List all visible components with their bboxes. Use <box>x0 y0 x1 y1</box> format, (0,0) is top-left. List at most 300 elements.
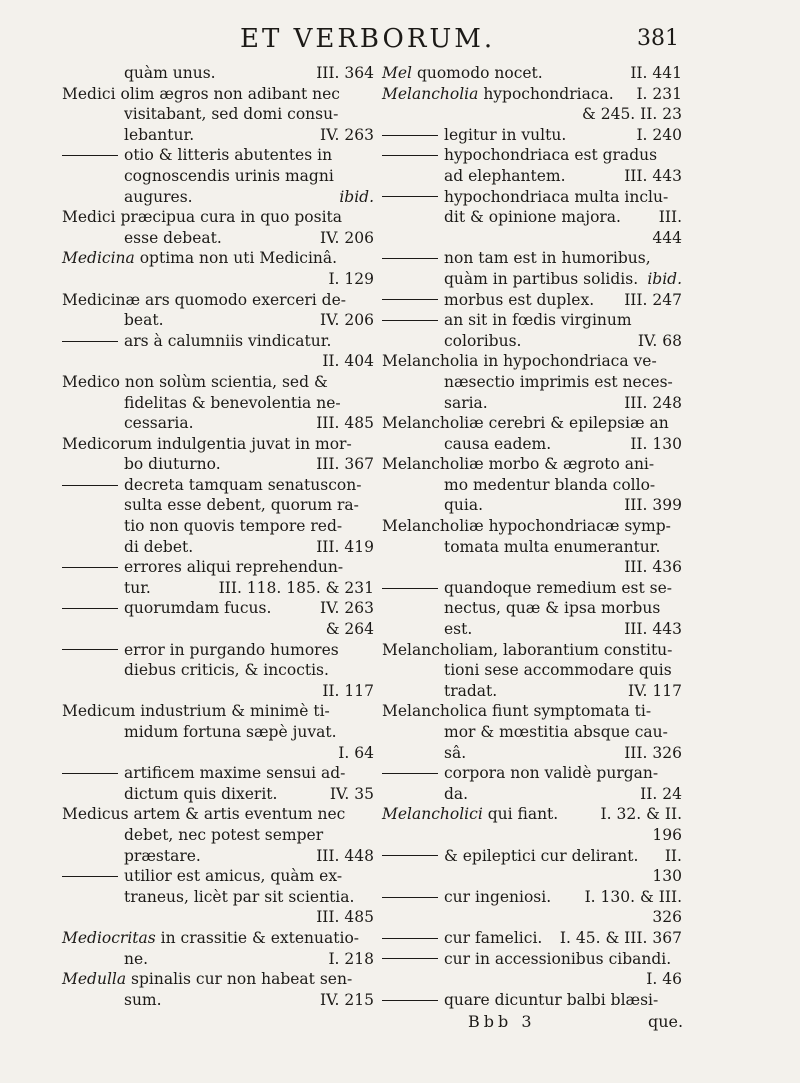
index-line <box>382 125 682 146</box>
volume-page-reference: I. 231 <box>636 84 682 103</box>
entry-text: I. 46 <box>646 970 682 989</box>
index-line <box>382 804 682 825</box>
entry-text: III. 436 <box>624 558 682 577</box>
entry-headword: Mel <box>382 64 413 82</box>
entry-text: Medicorum indulgentia juvat in mor- <box>62 434 352 453</box>
index-line <box>382 969 682 990</box>
index-line <box>62 516 374 537</box>
entry-text: Melancholica fiunt symptomata ti- <box>382 702 652 721</box>
entry-text: Melancholiæ hypochondriacæ symp- <box>382 517 671 536</box>
entry-text: tomata multa enumerantur. <box>444 537 661 556</box>
ditto-dash <box>382 196 438 197</box>
entry-text: & epileptici cur delirant. <box>444 846 639 865</box>
entry-text: Mel quomodo nocet. <box>382 64 543 82</box>
index-line <box>62 619 374 640</box>
entry-text: decreta tamquam senatuscon- <box>124 475 362 494</box>
entry-text: Medicinæ ars quomodo exerceri de- <box>62 290 347 309</box>
index-line <box>62 866 374 887</box>
index-line <box>62 743 374 764</box>
entry-text: Medicina optima non uti Medicinâ. <box>62 249 338 268</box>
entry-text: di debet. <box>124 537 194 556</box>
index-line <box>382 228 682 249</box>
entry-headword: Melancholiæ <box>382 414 484 433</box>
index-entry <box>382 351 682 413</box>
entry-text: tioni sese accommodare quis <box>444 661 672 680</box>
volume-page-reference: III. 118. 185. & 231 <box>218 578 374 597</box>
volume-page-reference: II. 24 <box>640 784 682 803</box>
index-line <box>62 701 374 722</box>
index-entry <box>62 598 374 639</box>
index-line <box>62 763 374 784</box>
index-line <box>62 248 374 269</box>
entry-text: sâ. <box>444 743 467 762</box>
entry-headword: Melancholica <box>382 702 488 721</box>
entry-text: Medicus artem & artis eventum nec <box>62 805 346 824</box>
index-line <box>62 578 374 599</box>
index-line <box>62 660 374 681</box>
volume-page-reference: III. 367 <box>316 455 374 474</box>
index-entry <box>382 125 682 146</box>
index-entry <box>62 763 374 804</box>
ditto-dash <box>382 320 438 321</box>
entry-text: I. 64 <box>338 743 374 762</box>
entry-headword: Melancholia <box>382 352 479 371</box>
entry-headword: Melancholiæ <box>382 455 484 474</box>
volume-page-reference: III. 247 <box>624 290 682 309</box>
ditto-dash <box>382 155 438 156</box>
index-line <box>382 722 682 743</box>
entry-text: ne. <box>124 949 149 968</box>
index-line <box>382 372 682 393</box>
index-line <box>62 887 374 908</box>
index-entry <box>382 84 682 125</box>
entry-headword: Melancholiæ <box>382 517 484 536</box>
index-line <box>382 516 682 537</box>
index-line <box>382 846 682 867</box>
index-entry <box>382 454 682 516</box>
entry-text: augures. <box>124 187 193 206</box>
entry-text: Melancholiæ morbo & ægroto ani- <box>382 455 655 474</box>
index-line <box>382 434 682 455</box>
volume-page-reference: III. 248 <box>624 393 682 412</box>
volume-page-reference: III. 448 <box>316 846 374 865</box>
index-line <box>62 63 374 84</box>
entry-headword: Medici <box>62 208 116 227</box>
ditto-dash <box>62 341 118 342</box>
index-line <box>62 351 374 372</box>
index-entry <box>382 640 682 702</box>
index-entry <box>62 63 374 84</box>
index-line <box>382 187 682 208</box>
ditto-dash <box>62 773 118 774</box>
index-line <box>62 166 374 187</box>
entry-text: debet, nec potest semper <box>124 825 324 844</box>
index-line <box>382 907 682 928</box>
entry-text: & 264 <box>325 620 374 639</box>
entry-text: nectus, quæ & ipsa morbus <box>444 599 661 618</box>
index-line <box>62 331 374 352</box>
index-entry <box>382 63 682 84</box>
ditto-dash <box>382 135 438 136</box>
entry-text: III. 485 <box>316 908 374 927</box>
index-line <box>62 969 374 990</box>
entry-text: tur. <box>124 578 151 597</box>
index-line <box>382 413 682 434</box>
ditto-dash <box>382 897 438 898</box>
volume-page-reference: IV. 35 <box>329 784 374 803</box>
catchword: que. <box>648 1012 684 1031</box>
volume-page-reference: III. 443 <box>624 166 682 185</box>
entry-headword: Melancholici <box>382 805 483 824</box>
entry-text: non tam est in humoribus, <box>444 249 651 268</box>
index-entry <box>382 846 682 887</box>
index-entry <box>382 290 682 311</box>
entry-text: traneus, licèt par sit scientia. <box>124 887 355 906</box>
entry-headword: Melancholia <box>382 84 479 103</box>
index-entry <box>382 187 682 249</box>
entry-text: Medulla spinalis cur non habeat sen- <box>62 970 353 989</box>
index-entry <box>62 640 374 702</box>
entry-text: visitabant, sed domi consu- <box>124 105 339 124</box>
entry-text: mo medentur blanda collo- <box>444 475 656 494</box>
entry-text: sum. <box>124 990 162 1009</box>
index-entry <box>382 763 682 804</box>
index-line <box>382 454 682 475</box>
index-line <box>62 310 374 331</box>
volume-page-reference: III. 485 <box>316 414 374 433</box>
index-entry <box>382 949 682 990</box>
ditto-dash <box>62 876 118 877</box>
index-line <box>62 104 374 125</box>
volume-page-reference: IV. 263 <box>319 125 374 144</box>
volume-page-reference: I. 218 <box>328 949 374 968</box>
entry-text: lebantur. <box>124 125 195 144</box>
index-entry <box>62 804 374 866</box>
entry-text: I. 129 <box>328 269 374 288</box>
index-entry <box>382 516 682 578</box>
ditto-dash <box>382 958 438 959</box>
index-line <box>62 372 374 393</box>
index-line <box>62 269 374 290</box>
entry-headword: Medici <box>62 84 116 103</box>
entry-text: quare dicuntur balbi blæsi- <box>444 990 659 1009</box>
index-line <box>382 743 682 764</box>
volume-page-reference: IV. 263 <box>319 599 374 618</box>
entry-text: artificem maxime sensui ad- <box>124 764 346 783</box>
ditto-dash <box>382 773 438 774</box>
index-entry <box>382 928 682 949</box>
entry-text: quia. <box>444 496 484 515</box>
volume-page-reference: II. 130 <box>630 434 682 453</box>
entry-text: hypochondriaca multa inclu- <box>444 187 669 206</box>
entry-text: Melancholiæ cerebri & epilepsiæ an <box>382 414 669 433</box>
index-entry <box>62 557 374 598</box>
index-line <box>62 495 374 516</box>
index-entry <box>382 248 682 289</box>
ditto-dash <box>382 1000 438 1001</box>
entry-text: cognoscendis urinis magni <box>124 166 334 185</box>
index-line <box>382 393 682 414</box>
entry-headword: Melancholiam, <box>382 640 499 659</box>
index-line <box>62 681 374 702</box>
ditto-dash <box>62 155 118 156</box>
entry-text: dictum quis dixerit. <box>124 784 278 803</box>
index-line <box>62 434 374 455</box>
index-entry <box>62 475 374 557</box>
entry-text: quorumdam fucus. <box>124 599 272 618</box>
entry-text: dit & opinione majora. <box>444 208 621 227</box>
entry-text: 326 <box>652 908 682 927</box>
entry-text: error in purgando humores <box>124 640 339 659</box>
index-entry <box>382 310 682 351</box>
ditto-dash <box>62 485 118 486</box>
index-line <box>62 804 374 825</box>
ditto-dash <box>382 299 438 300</box>
entry-text: utilior est amicus, quàm ex- <box>124 867 343 886</box>
index-entry <box>62 145 374 207</box>
volume-page-reference: III. 364 <box>316 64 374 82</box>
entry-text: II. 404 <box>322 352 374 371</box>
index-entry <box>382 578 682 640</box>
signature-mark: Bbb 3 <box>468 1012 536 1031</box>
index-line <box>382 990 682 1011</box>
entry-text: Melancholici qui fiant. <box>382 805 559 824</box>
index-line <box>62 187 374 208</box>
entry-headword: Medicorum <box>62 434 153 453</box>
volume-page-reference: I. 240 <box>636 125 682 144</box>
entry-text: mor & mœstitia absque cau- <box>444 723 668 741</box>
entry-text: quàm unus. <box>124 64 216 82</box>
volume-page-reference: IV. 117 <box>627 681 682 700</box>
index-line <box>62 825 374 846</box>
entry-text: præstare. <box>124 846 201 865</box>
volume-page-reference: IV. 215 <box>319 990 374 1009</box>
ditto-dash <box>382 855 438 856</box>
entry-text: Medici præcipua cura in quo posita <box>62 208 343 227</box>
right-index-column <box>382 63 682 1010</box>
index-entry <box>62 701 374 763</box>
index-line <box>62 598 374 619</box>
volume-page-reference: ibid. <box>647 269 682 288</box>
entry-headword: Medulla <box>62 970 127 989</box>
entry-text: cur famelici. <box>444 928 543 947</box>
index-line <box>382 619 682 640</box>
entry-text: errores aliqui reprehendun- <box>124 558 344 577</box>
index-line <box>62 784 374 805</box>
index-line <box>62 454 374 475</box>
entry-text: næsectio imprimis est neces- <box>444 372 673 391</box>
volume-page-reference: III. 326 <box>624 743 682 762</box>
index-entry <box>62 866 374 928</box>
index-line <box>382 928 682 949</box>
entry-text: tradat. <box>444 681 498 700</box>
index-line <box>62 145 374 166</box>
entry-headword: Medico <box>62 372 120 391</box>
entry-text: Melancholiam, laborantium constitu- <box>382 640 673 659</box>
entry-text: Melancholia in hypochondriaca ve- <box>382 352 657 371</box>
volume-page-reference: IV. 206 <box>319 311 374 330</box>
volume-page-reference: III. 399 <box>624 496 682 515</box>
entry-text: 130 <box>652 867 682 886</box>
entry-text: Mediocritas in crassitie & extenuatio- <box>62 928 360 947</box>
entry-text: Medicum industrium & minimè ti- <box>62 702 330 721</box>
index-line <box>382 537 682 558</box>
index-entry <box>382 413 682 454</box>
entry-text: cur in accessionibus cibandi. <box>444 949 672 968</box>
index-line <box>382 763 682 784</box>
index-entry <box>62 248 374 289</box>
ditto-dash <box>62 567 118 568</box>
entry-text: otio & litteris abutentes in <box>124 146 333 165</box>
volume-page-reference: III. 443 <box>624 620 682 639</box>
index-line <box>62 640 374 661</box>
index-line <box>382 207 682 228</box>
entry-text: saria. <box>444 393 488 412</box>
index-line <box>62 413 374 434</box>
index-line <box>382 784 682 805</box>
index-entry <box>62 928 374 969</box>
index-line <box>382 557 682 578</box>
index-line <box>62 990 374 1011</box>
volume-page-reference: I. 130. & III. <box>584 887 682 906</box>
entry-text: & 245. II. 23 <box>582 105 682 124</box>
volume-page-reference: I. 32. & II. <box>600 805 682 824</box>
entry-text: legitur in vultu. <box>444 125 567 144</box>
index-line <box>62 907 374 928</box>
index-line <box>62 722 374 743</box>
index-line <box>62 928 374 949</box>
index-line <box>382 331 682 352</box>
entry-text: sulta esse debent, quorum ra- <box>124 496 359 515</box>
index-line <box>382 475 682 496</box>
index-line <box>382 310 682 331</box>
index-line <box>62 475 374 496</box>
index-entry <box>62 84 374 146</box>
volume-page-reference: II. 441 <box>630 64 682 82</box>
entry-text: quandoque remedium est se- <box>444 578 672 597</box>
index-line <box>382 701 682 722</box>
entry-headword: Mediocritas <box>62 928 156 947</box>
index-line <box>62 84 374 105</box>
index-entry <box>382 887 682 928</box>
index-line <box>382 681 682 702</box>
volume-page-reference: II. <box>664 846 682 865</box>
index-line <box>62 228 374 249</box>
index-line <box>382 660 682 681</box>
entry-text: ars à calumniis vindicatur. <box>124 331 332 350</box>
entry-headword: Medicinæ <box>62 290 141 309</box>
page-number: 381 <box>637 26 679 51</box>
entry-text: an sit in fœdis virginum <box>444 311 632 330</box>
index-line <box>382 887 682 908</box>
entry-text: 196 <box>652 825 682 844</box>
entry-text: quàm in partibus solidis. <box>444 269 639 288</box>
entry-text: II. 117 <box>322 681 374 700</box>
index-entry <box>382 804 682 845</box>
index-line <box>382 145 682 166</box>
index-line <box>62 290 374 311</box>
entry-text: cur ingeniosi. <box>444 887 552 906</box>
index-line <box>382 351 682 372</box>
ditto-dash <box>62 608 118 609</box>
volume-page-reference: IV. 206 <box>319 228 374 247</box>
entry-text: est. <box>444 620 473 639</box>
index-line <box>382 104 682 125</box>
index-entry <box>62 372 374 434</box>
index-line <box>62 125 374 146</box>
entry-text: Melancholia hypochondriaca. <box>382 84 614 103</box>
left-index-column <box>62 63 374 1010</box>
index-line <box>62 537 374 558</box>
index-line <box>382 578 682 599</box>
volume-page-reference: IV. 68 <box>637 331 682 350</box>
volume-page-reference: I. 45. & III. 367 <box>559 928 682 947</box>
index-line <box>62 949 374 970</box>
entry-text: 444 <box>652 228 682 247</box>
entry-text: diebus criticis, & incoctis. <box>124 661 329 680</box>
index-line <box>62 393 374 414</box>
volume-page-reference: III. <box>658 208 682 227</box>
index-entry <box>62 290 374 331</box>
index-line <box>382 248 682 269</box>
entry-text: tio non quovis tempore red- <box>124 517 343 536</box>
index-line <box>382 166 682 187</box>
entry-headword: Medicina <box>62 249 135 268</box>
ditto-dash <box>382 588 438 589</box>
entry-text: corpora non validè purgan- <box>444 764 659 783</box>
index-entry <box>62 331 374 372</box>
index-line <box>382 84 682 105</box>
ditto-dash <box>382 938 438 939</box>
entry-text: causa eadem. <box>444 434 552 453</box>
volume-page-reference: ibid. <box>339 187 374 206</box>
volume-page-reference: III. 419 <box>316 537 374 556</box>
index-line <box>382 495 682 516</box>
entry-text: coloribus. <box>444 331 522 350</box>
entry-text: morbus est duplex. <box>444 290 595 309</box>
page-header <box>0 24 800 58</box>
entry-text: ad elephantem. <box>444 166 566 185</box>
index-line <box>62 846 374 867</box>
index-line <box>62 557 374 578</box>
index-entry <box>382 701 682 763</box>
index-entry <box>382 990 682 1011</box>
entry-text: fidelitas & benevolentia ne- <box>124 393 341 412</box>
index-entry <box>62 969 374 1010</box>
ditto-dash <box>382 258 438 259</box>
entry-text: Medici olim ægros non adibant nec <box>62 84 340 103</box>
index-line <box>382 269 682 290</box>
ditto-dash <box>62 649 118 650</box>
entry-text: hypochondriaca est gradus <box>444 146 658 165</box>
index-line <box>382 825 682 846</box>
running-title: ET VERBORUM. <box>240 24 496 54</box>
entry-text: midum fortuna sæpè juvat. <box>124 723 337 741</box>
index-line <box>382 598 682 619</box>
index-entry <box>382 145 682 186</box>
index-line <box>382 949 682 970</box>
entry-headword: Medicum <box>62 702 136 721</box>
entry-text: esse debeat. <box>124 228 222 247</box>
entry-text: da. <box>444 784 469 803</box>
entry-text: bo diuturno. <box>124 455 221 474</box>
index-entry <box>62 207 374 248</box>
entry-text: cessaria. <box>124 414 194 433</box>
entry-text: Medico non solùm scientia, sed & <box>62 372 328 391</box>
index-line <box>382 290 682 311</box>
index-line <box>382 63 682 84</box>
index-entry <box>62 434 374 475</box>
